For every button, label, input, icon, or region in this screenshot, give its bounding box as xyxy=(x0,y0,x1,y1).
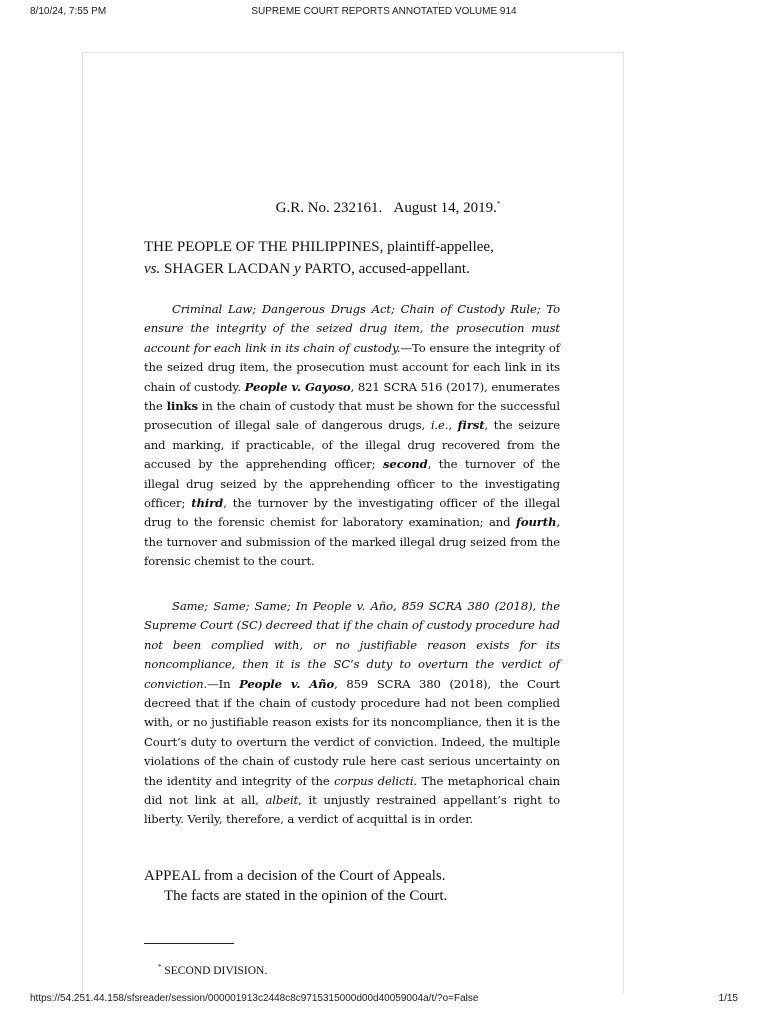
versus: vs. xyxy=(144,261,161,277)
term-second: second xyxy=(383,457,428,472)
appeal-line: APPEAL from a decision of the Court of Appeals. xyxy=(144,868,446,884)
plaintiff-name: THE PEOPLE OF THE PHILIPPINES xyxy=(144,239,380,255)
syllabus-paragraph-2 xyxy=(144,597,560,830)
syllabus-1-text: , xyxy=(448,418,458,433)
plaintiff-role: , plaintiff-appellee, xyxy=(379,239,494,255)
headnote-2: Same; Same; Same; In People v. Año, 859 SCRA 380 (2018), the Supreme Court (SC) decreed that if the chain of custody procedure had not been complied with, or no justifiable reason exists for its noncompliance, then it is the SC’s duty to overturn the verdict of conviction. xyxy=(144,599,560,691)
term-third: third xyxy=(191,496,224,511)
footnote xyxy=(158,963,267,977)
page-counter: 1/15 xyxy=(718,993,738,1004)
print-datetime: 8/10/24, 7:55 PM xyxy=(30,6,107,17)
footnote-text: SECOND DIVISION. xyxy=(161,964,268,977)
headnote-1: Criminal Law; Dangerous Drugs Act; Chain of Custody Rule; To ensure the integrity of the seized drug item, the prosecution must account for each link in its chain of custody. xyxy=(144,302,560,355)
page-url: https://54.251.44.158/sfsreader/session/000001913c2448c8c9715315000d00d40059004a/t/?o=False xyxy=(30,993,479,1004)
print-footer xyxy=(0,993,768,1007)
syllabus-2-text: . The metaphorical chain did not link at all, xyxy=(144,773,560,808)
print-header xyxy=(0,6,768,20)
syllabus-2-text: —In xyxy=(207,676,240,691)
syllabus-1-text: in the chain of custody that must be shown for the successful prosecution of illegal sale of dangerous drugs, xyxy=(144,399,560,433)
syllabus-2-text: , it unjustly restrained appellant’s right to liberty. Verily, therefore, a verdict of acquittal is in order. xyxy=(144,793,560,827)
decision-date: August 14, 2019. xyxy=(393,200,497,216)
print-title: SUPREME COURT REPORTS ANNOTATED VOLUME 914 xyxy=(251,6,517,17)
syllabus-1-text: , 821 SCRA 516 (2017), enumerates the xyxy=(144,379,560,414)
accused-name: SHAGER LACDAN xyxy=(160,261,295,277)
term-first: first xyxy=(457,418,485,433)
syllabus-2-text: , 859 SCRA 380 (2018), the Court decreed that if the chain of custody procedure had not been complied with, or no justifiable reason exists for its noncompliance, then it is the Court’s duty to overturn the verdict of conviction. Indeed, the multiple violations of the chain of custody rule here cast serious uncertainty on the identity and integrity of the xyxy=(144,676,560,788)
gr-number: G.R. No. 232161. xyxy=(275,200,383,216)
syllabus-1-text: , the turnover by the investigating officer of the illegal drug to the forensic chemist for laboratory examination; and xyxy=(144,496,560,530)
accused-mother-surname: PARTO xyxy=(300,261,352,277)
term-albeit: albeit xyxy=(265,793,299,808)
case-citation-gayoso: People v. Gayoso xyxy=(244,379,351,394)
syllabus-1-text: , the seizure and marking, if practicable, of the illegal drug recovered from the accused by the apprehending officer; xyxy=(144,418,560,472)
term-fourth: fourth xyxy=(515,515,557,530)
syllabus-1-text: , the turnover of the illegal drug seized by the apprehending officer to the investigating officer; xyxy=(144,457,561,511)
footnote-mark: * xyxy=(158,963,162,971)
term-links: links xyxy=(166,399,198,414)
term-ie: i.e. xyxy=(430,418,449,433)
case-parties xyxy=(144,236,564,280)
facts-line: The facts are stated in the opinion of the Court. xyxy=(164,888,448,904)
appeal-statement xyxy=(144,866,564,906)
footnote-divider xyxy=(144,943,234,944)
accused-y: y xyxy=(294,261,301,277)
syllabus-paragraph-1 xyxy=(144,300,560,572)
footnote-marker[interactable]: * xyxy=(496,200,501,208)
accused-role: , accused-appellant. xyxy=(351,261,470,277)
case-citation-ano: People v. Año xyxy=(239,676,335,691)
syllabus-1-text: , the turnover and submission of the marked illegal drug seized from the forensic chemist to the court. xyxy=(144,515,560,569)
syllabus-1-text: —To ensure the integrity of the seized drug item, the prosecution must account for each link in its chain of custody. xyxy=(144,340,560,394)
term-corpus-delicti: corpus delicti xyxy=(334,773,414,788)
case-number-line xyxy=(0,200,768,217)
